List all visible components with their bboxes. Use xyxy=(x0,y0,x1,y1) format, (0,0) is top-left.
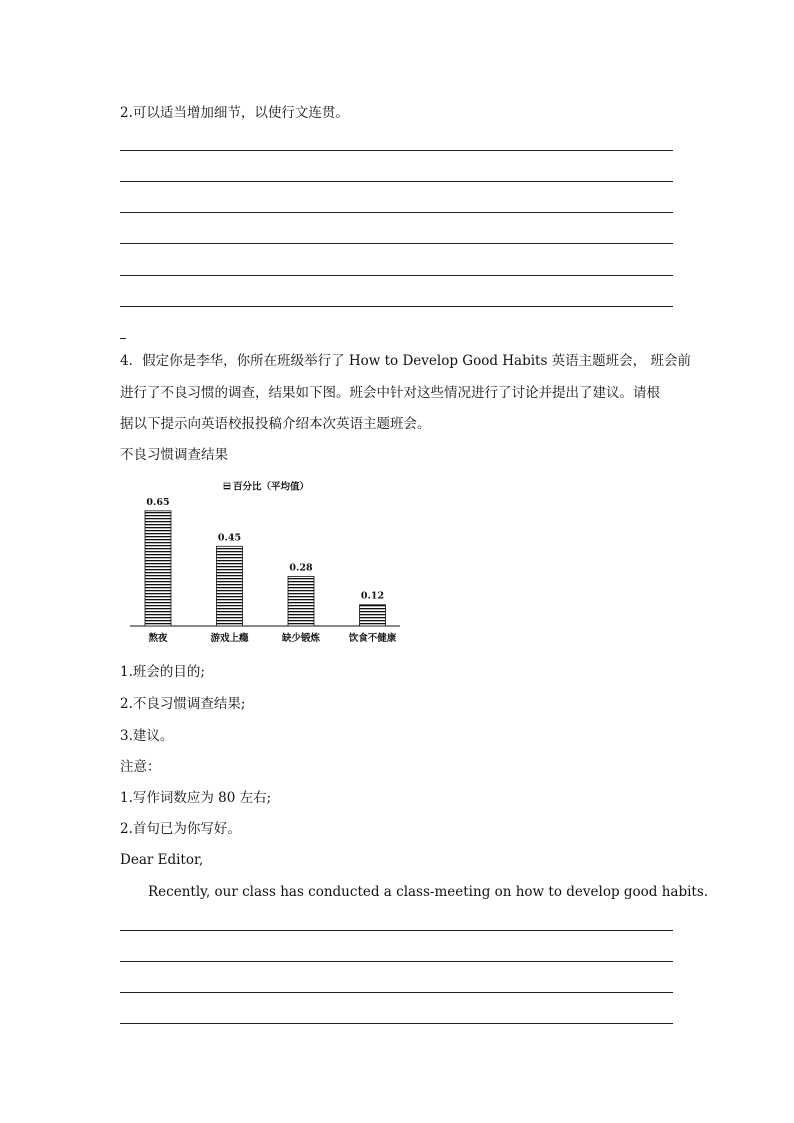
category-label-2: 游戏上瘾 xyxy=(210,633,249,644)
category-label-4: 饮食不健康 xyxy=(348,633,397,644)
answer-line xyxy=(120,1023,673,1024)
answer-line xyxy=(120,992,673,993)
answer-line xyxy=(120,930,673,931)
bar-3 xyxy=(288,576,314,626)
writing-hint-2: 2.可以适当增加细节，以使行文连贯。 xyxy=(120,105,349,121)
value-label-4: 0.12 xyxy=(360,590,385,602)
point-3: 3.建议。 xyxy=(120,728,174,744)
chart-caption: 不良习惯调查结果 xyxy=(120,447,228,463)
answer-line xyxy=(120,181,673,182)
answer-line xyxy=(120,961,673,962)
opening-sentence: Recently, our class has conducted a class-meeting on how to develop good habits. xyxy=(148,884,709,900)
legend-swatch xyxy=(224,483,230,489)
value-label-1: 0.65 xyxy=(146,496,170,508)
value-label-2: 0.45 xyxy=(217,532,242,544)
bar-2 xyxy=(217,546,243,626)
legend-label: 百分比（平均值） xyxy=(233,481,310,493)
answer-line xyxy=(120,212,673,213)
question-4-line-2: 进行了不良习惯的调查，结果如下图。班会中针对这些情况进行了讨论并提出了建议。请根 xyxy=(120,385,660,401)
bar-4 xyxy=(360,605,386,626)
question-4-line-1: 4．假定你是李华，你所在班级举行了 How to Develop Good Habits 英语主题班会， 班会前 xyxy=(120,353,691,369)
question-4-line-3: 据以下提示向英语校报投稿介绍本次英语主题班会。 xyxy=(120,416,431,432)
answer-line xyxy=(120,150,673,151)
value-label-3: 0.28 xyxy=(289,562,313,574)
category-label-1: 熬夜 xyxy=(148,633,168,644)
point-2: 2.不良习惯调查结果; xyxy=(120,696,246,712)
answer-line xyxy=(120,275,673,276)
chart-legend xyxy=(224,481,309,493)
category-label-3: 缺少锻炼 xyxy=(281,633,321,644)
bad-habits-bar-chart xyxy=(118,476,408,654)
bar-1 xyxy=(145,511,171,626)
short-dash xyxy=(120,338,126,339)
note-2: 2.首句已为你写好。 xyxy=(120,821,241,837)
notes-label: 注意： xyxy=(120,759,161,775)
answer-line xyxy=(120,243,673,244)
point-1: 1.班会的目的; xyxy=(120,664,205,680)
note-1: 1.写作词数应为 80 左右; xyxy=(120,790,272,806)
answer-line xyxy=(120,306,673,307)
salutation: Dear Editor, xyxy=(120,852,204,868)
